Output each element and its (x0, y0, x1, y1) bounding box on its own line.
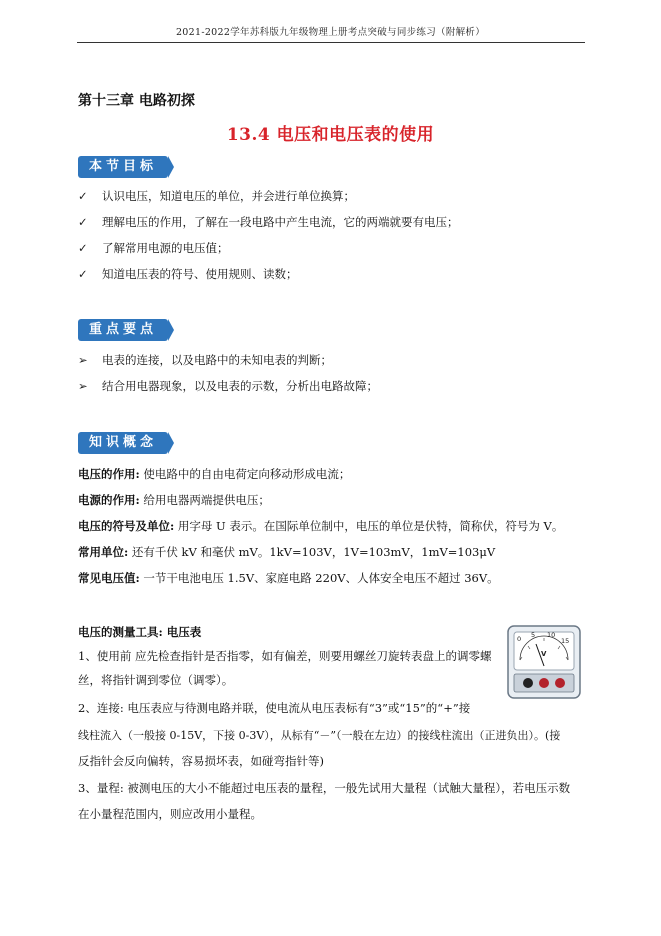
arrow-bullet-icon: ➢ (78, 353, 88, 367)
voltmeter-text-line: 2、连接: 电压表应与待测电路并联，使电流从电压表标有“3”或“15”的“+”接 (78, 701, 471, 715)
voltmeter-text-line: 3、量程: 被测电压的大小不能超过电压表的量程，一般先试用大量程（试触大量程），若电压示数 (78, 781, 571, 795)
concept-item: 电压的作用: 使电路中的自由电荷定向移动形成电流； (78, 467, 351, 481)
concept-item: 常用单位: 还有千伏 kV 和毫伏 mV。1kV=103V，1V=103mV，1mV=103μV (78, 545, 496, 559)
terminal-15v (555, 678, 565, 688)
concept-item: 电压的符号及单位: 用字母 U 表示。在国际单位制中，电压的单位是伏特，简称伏，符号为 V。 (78, 519, 564, 533)
check-icon: ✓ (78, 215, 88, 229)
concepts-badge: 知识概念 (78, 432, 168, 454)
dial-label: 5 (531, 631, 536, 639)
check-icon: ✓ (78, 267, 88, 281)
dial-label: 10 (547, 631, 556, 639)
voltmeter-illustration (506, 624, 584, 702)
concept-item: 电源的作用: 给用电器两端提供电压； (78, 493, 270, 507)
voltmeter-text-line: 反指针会反向偏转，容易损坏表，如碰弯指针等) (78, 754, 324, 768)
section-title: 13.4 电压和电压表的使用 (226, 125, 435, 145)
concept-item: 常见电压值: 一节干电池电压 1.5V、家庭电路 220V、人体安全电压不超过 36V。 (78, 571, 499, 585)
voltmeter-text-line: 1、使用前 应先检查指针是否指零，如有偏差，则要用螺丝刀旋转表盘上的调零螺 (78, 649, 492, 663)
terminal-3v (539, 678, 549, 688)
running-header: 2021-2022学年苏科版九年级物理上册考点突破与同步练习（附解析） (175, 27, 486, 38)
arrow-bullet-icon: ➢ (78, 379, 88, 393)
voltmeter-text-line: 在小量程范围内，则应改用小量程。 (78, 807, 262, 821)
header-divider (77, 42, 585, 43)
objective-item: ✓ 了解常用电源的电压值； (78, 241, 229, 255)
voltmeter-text-line: 丝，将指针调到零位（调零）。 (78, 673, 234, 687)
check-icon: ✓ (78, 241, 88, 255)
objective-item: ✓ 知道电压表的符号、使用规则、读数； (78, 267, 298, 281)
objective-item: ✓ 理解电压的作用，了解在一段电路中产生电流，它的两端就要有电压； (78, 215, 459, 229)
negative-terminal (523, 678, 533, 688)
check-icon: ✓ (78, 189, 88, 203)
dial-label: 0 (517, 635, 522, 643)
unit-label: V (541, 650, 547, 658)
objective-item: ✓ 认识电压，知道电压的单位，并会进行单位换算； (78, 189, 355, 203)
dial-label: 15 (561, 637, 570, 645)
objectives-badge: 本节目标 (78, 156, 168, 178)
voltmeter-heading: 电压的测量工具: 电压表 (78, 625, 202, 639)
key-points-badge: 重点要点 (78, 319, 168, 341)
chapter-title: 第十三章 电路初探 (78, 93, 195, 109)
key-point-item: ➢ 结合用电器现象，以及电表的示数，分析出电路故障； (78, 379, 378, 393)
voltmeter-text-line: 线柱流入（一般接 0-15V，下接 0-3V），从标有“－”（一般在左边）的接线柱流出（正进负出）。(接 (78, 729, 561, 742)
key-point-item: ➢ 电表的连接，以及电路中的未知电表的判断； (78, 353, 332, 367)
